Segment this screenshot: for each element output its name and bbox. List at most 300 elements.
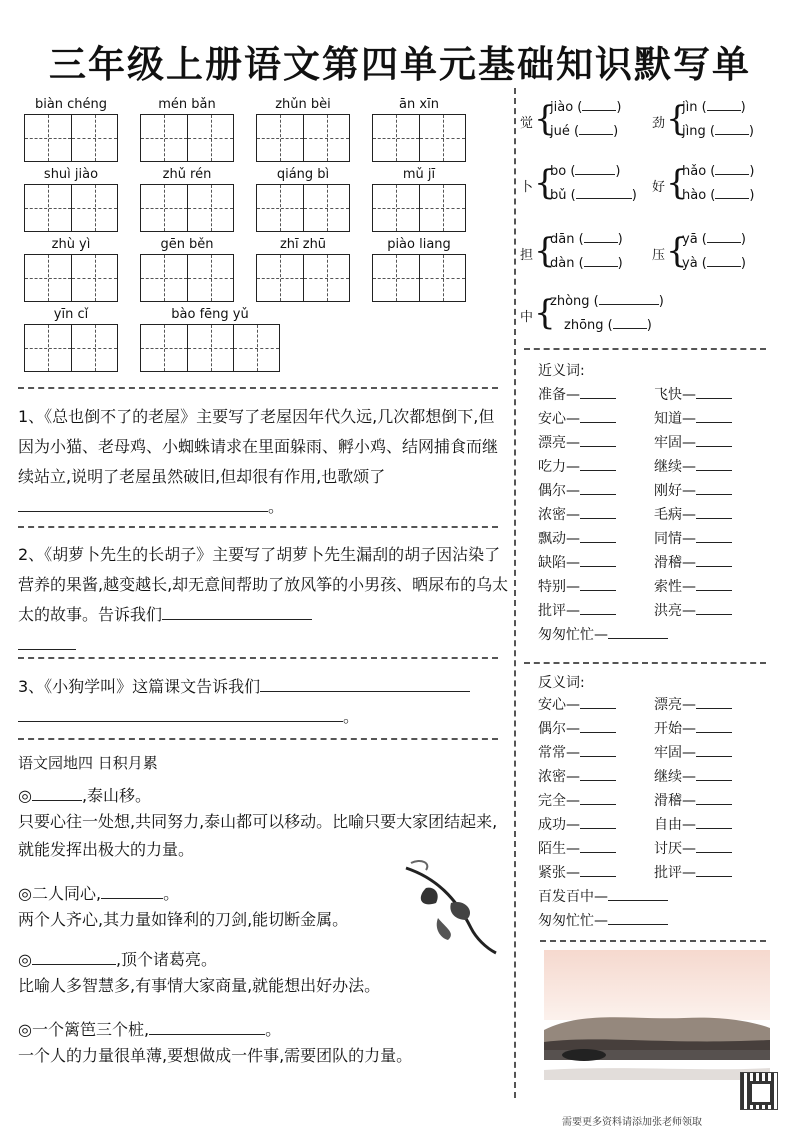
answer-blank[interactable] (18, 631, 76, 650)
answer-blank[interactable] (696, 386, 732, 399)
word-pair-item (538, 838, 616, 858)
answer-blank[interactable] (579, 122, 613, 135)
answer-blank[interactable] (580, 720, 616, 733)
char-cell[interactable] (71, 185, 117, 231)
pinyin-word-group (24, 166, 118, 232)
answer-blank[interactable] (707, 254, 741, 267)
answer-blank[interactable] (580, 410, 616, 423)
garden-item-explanation: 只要心往一处想,共同努力,泰山都可以移动。比喻只要大家团结起来,就能发挥出极大的力量。 (18, 812, 498, 859)
answer-blank[interactable] (580, 458, 616, 471)
pinyin-word-group (24, 236, 118, 302)
word-pair-item (538, 862, 616, 882)
question-3-end: 。 (343, 707, 360, 726)
answer-blank[interactable] (707, 98, 741, 111)
answer-blank[interactable] (696, 578, 732, 591)
word-pair-item (654, 576, 732, 596)
polyphone-group (520, 96, 650, 148)
pinyin-label: biàn chéng (34, 97, 108, 112)
answer-blank[interactable] (580, 840, 616, 853)
polyphone-group (652, 96, 782, 148)
polyphone-reading (550, 254, 623, 271)
close-paren: ) (616, 100, 622, 115)
pinyin-label: bào fēng yǔ (171, 307, 249, 322)
answer-blank[interactable] (101, 880, 163, 899)
word-prompt: 知道— (654, 411, 696, 427)
answer-blank[interactable] (715, 186, 749, 199)
brace-icon: { (666, 231, 688, 271)
reading-pinyin: bo ( (550, 164, 576, 179)
question-1 (18, 402, 510, 522)
char-cell[interactable] (71, 325, 117, 371)
pinyin-label: mén bǎn (158, 97, 216, 112)
word-pair-item (654, 528, 732, 548)
word-prompt: 牢固— (654, 745, 696, 761)
tian-zi-ge-boxes[interactable] (24, 324, 118, 372)
polyphone-reading (564, 316, 652, 333)
word-prompt: 偶尔— (538, 721, 580, 737)
polyphone-reading (682, 162, 754, 179)
answer-blank[interactable] (696, 530, 732, 543)
word-pair-item (654, 504, 732, 524)
vertical-divider (514, 88, 516, 1098)
char-cell[interactable] (187, 115, 233, 161)
polyphone-group (652, 228, 782, 280)
garden-item-prefix: ◎一个篱笆三个桩, (18, 1020, 150, 1039)
pinyin-label: qiáng bì (276, 167, 330, 182)
reading-pinyin: zhòng ( (550, 294, 599, 309)
char-cell[interactable] (419, 185, 465, 231)
answer-blank[interactable] (696, 744, 732, 757)
tian-zi-ge-boxes[interactable] (140, 324, 280, 372)
word-pair-item (538, 886, 668, 906)
answer-blank[interactable] (580, 506, 616, 519)
word-pair-item (538, 790, 616, 810)
word-prompt: 特别— (538, 579, 580, 595)
char-cell[interactable] (303, 255, 349, 301)
pinyin-word-group (256, 166, 350, 232)
polyphone-reading (550, 98, 621, 115)
divider (18, 387, 498, 389)
ink-branch-illustration (396, 858, 506, 958)
tian-zi-ge-boxes[interactable] (372, 114, 466, 162)
answer-blank[interactable] (580, 578, 616, 591)
word-pair-item (538, 456, 616, 476)
answer-blank[interactable] (696, 840, 732, 853)
garden-item-prefix: ◎ (18, 786, 32, 805)
answer-blank[interactable] (608, 912, 668, 925)
close-paren: ) (658, 294, 664, 309)
answer-blank[interactable] (696, 458, 732, 471)
answer-blank[interactable] (18, 493, 268, 512)
close-paren: ) (617, 256, 623, 271)
close-paren: ) (617, 232, 623, 247)
polyphone-reading (682, 98, 746, 115)
garden-item-line (18, 782, 151, 806)
brace-icon: { (534, 231, 556, 271)
polyphone-group (652, 160, 782, 212)
tian-zi-ge-boxes[interactable] (256, 254, 350, 302)
word-pair-item (538, 600, 616, 620)
tian-zi-ge-boxes[interactable] (140, 114, 234, 162)
answer-blank[interactable] (613, 316, 647, 329)
brace-icon: { (534, 293, 556, 333)
char-cell[interactable] (25, 325, 71, 371)
word-prompt: 漂亮— (654, 697, 696, 713)
pinyin-word-group (140, 236, 234, 302)
close-paren: ) (646, 318, 652, 333)
garden-item-explanation: 两个人齐心,其力量如锋利的刀剑,能切断金属。 (18, 910, 349, 929)
word-prompt: 同情— (654, 531, 696, 547)
question-1-end: 。 (268, 497, 285, 516)
answer-blank[interactable] (162, 601, 312, 620)
char-cell[interactable] (303, 115, 349, 161)
answer-blank[interactable] (608, 888, 668, 901)
question-2 (18, 540, 510, 660)
reading-pinyin: bǔ ( (550, 188, 576, 203)
char-cell[interactable] (257, 185, 303, 231)
answer-blank[interactable] (707, 230, 741, 243)
word-prompt: 讨厌— (654, 841, 696, 857)
brace-icon: { (534, 99, 556, 139)
answer-blank[interactable] (32, 946, 116, 965)
question-1-text: 1、《总也倒不了的老屋》主要写了老屋因年代久远,几次都想倒下,但因为小猫、老母鸡、小蜘蛛请求在里面躲雨、孵小鸡、结网捕食而继续站立,说明了老屋虽然破旧,但却很有作用,也歌颂了 (18, 407, 499, 486)
word-pair-item (654, 718, 732, 738)
polyphone-reading (550, 186, 637, 203)
polyphone-reading (682, 230, 746, 247)
word-pair-item (654, 600, 732, 620)
polyphone-reading (550, 292, 664, 309)
answer-blank[interactable] (584, 230, 618, 243)
ink-landscape-illustration (544, 950, 770, 1100)
tian-zi-ge-boxes[interactable] (256, 184, 350, 232)
synonyms-heading: 近义词: (538, 363, 585, 379)
polyphone-group (520, 228, 650, 280)
close-paren: ) (748, 124, 754, 139)
word-pair-item (538, 408, 616, 428)
tian-zi-ge-boxes[interactable] (372, 254, 466, 302)
pinyin-word-group (140, 96, 234, 162)
word-prompt: 开始— (654, 721, 696, 737)
tian-zi-ge-boxes[interactable] (24, 184, 118, 232)
char-cell[interactable] (419, 115, 465, 161)
pinyin-label: gēn běn (160, 237, 214, 252)
pinyin-label: yīn cǐ (53, 307, 89, 322)
polyphone-char: 压 (652, 248, 666, 263)
word-pair-item (654, 480, 732, 500)
reading-pinyin: hǎo ( (682, 164, 716, 179)
divider (18, 526, 498, 528)
pinyin-label: ān xīn (399, 97, 439, 112)
reading-pinyin: hào ( (682, 188, 716, 203)
word-prompt: 飞快— (654, 387, 696, 403)
polyphone-char: 劲 (652, 116, 666, 131)
question-2-text: 2、《胡萝卜先生的长胡子》主要写了胡萝卜先生漏刮的胡子因沾染了营养的果酱,越变越长,却无意间帮助了放风筝的小男孩、晒尿布的乌太太的故事。告诉我们 (18, 545, 509, 624)
answer-blank[interactable] (696, 816, 732, 829)
char-cell[interactable] (25, 185, 71, 231)
answer-blank[interactable] (696, 696, 732, 709)
answer-blank[interactable] (696, 864, 732, 877)
tian-zi-ge-boxes[interactable] (140, 184, 234, 232)
word-pair-item (654, 814, 732, 834)
word-prompt: 自由— (654, 817, 696, 833)
word-pair-item (538, 624, 668, 644)
word-prompt: 浓密— (538, 507, 580, 523)
answer-blank[interactable] (149, 1016, 265, 1035)
answer-blank[interactable] (715, 162, 749, 175)
reading-pinyin: dàn ( (550, 256, 584, 271)
divider (524, 348, 766, 350)
divider (18, 738, 498, 740)
brace-icon: { (534, 163, 556, 203)
word-prompt: 浓密— (538, 769, 580, 785)
close-paren: ) (615, 164, 621, 179)
answer-blank[interactable] (696, 554, 732, 567)
garden-item-suffix: ,顶个诸葛亮。 (115, 950, 218, 969)
polyphone-reading (550, 162, 621, 179)
close-paren: ) (749, 188, 755, 203)
word-pair-item (538, 432, 616, 452)
char-cell[interactable] (373, 185, 419, 231)
word-pair-item (538, 384, 616, 404)
garden-item-line (18, 880, 179, 904)
reading-pinyin: yà ( (682, 256, 707, 271)
answer-blank[interactable] (696, 410, 732, 423)
brace-icon: { (666, 99, 688, 139)
char-cell[interactable] (373, 115, 419, 161)
word-prompt: 毛病— (654, 507, 696, 523)
char-cell[interactable] (71, 255, 117, 301)
answer-blank[interactable] (608, 626, 668, 639)
pinyin-word-group (372, 166, 466, 232)
polyphone-reading (550, 122, 618, 139)
char-cell[interactable] (373, 255, 419, 301)
answer-blank[interactable] (580, 696, 616, 709)
answer-blank[interactable] (580, 792, 616, 805)
word-pair-item (654, 552, 732, 572)
polyphone-group (520, 290, 664, 342)
char-cell[interactable] (25, 255, 71, 301)
brace-icon: { (666, 163, 688, 203)
pinyin-label: piào liang (387, 237, 451, 252)
char-cell[interactable] (303, 185, 349, 231)
word-prompt: 批评— (538, 603, 580, 619)
garden-item-line (18, 1016, 281, 1040)
reading-pinyin: yā ( (682, 232, 707, 247)
close-paren: ) (749, 164, 755, 179)
word-prompt: 吃力— (538, 459, 580, 475)
char-cell[interactable] (141, 115, 187, 161)
word-prompt: 漂亮— (538, 435, 580, 451)
word-pair-item (538, 694, 616, 714)
word-prompt: 完全— (538, 793, 580, 809)
word-prompt: 偶尔— (538, 483, 580, 499)
close-paren: ) (740, 232, 746, 247)
pinyin-word-group (140, 166, 234, 232)
garden-item-explanation: 比喻人多智慧多,有事情大家商量,就能想出好办法。 (18, 976, 381, 995)
char-cell[interactable] (233, 325, 279, 371)
question-3 (18, 672, 510, 732)
divider (540, 940, 766, 942)
pinyin-label: zhī zhū (279, 237, 327, 252)
polyphone-reading (682, 254, 746, 271)
garden-item-prefix: ◎ (18, 950, 32, 969)
word-prompt: 飘动— (538, 531, 580, 547)
pinyin-word-group (256, 96, 350, 162)
reading-pinyin: jiào ( (550, 100, 583, 115)
reading-pinyin: zhōng ( (564, 318, 613, 333)
answer-blank[interactable] (696, 768, 732, 781)
word-pair-item (538, 766, 616, 786)
word-prompt: 紧张— (538, 865, 580, 881)
close-paren: ) (613, 124, 619, 139)
reading-pinyin: jìn ( (682, 100, 707, 115)
garden-item-suffix: 。 (265, 1020, 282, 1039)
garden-item-suffix: ,泰山移。 (81, 786, 152, 805)
qr-code (740, 1072, 778, 1110)
word-pair-item (538, 742, 616, 762)
word-pair-item (654, 456, 732, 476)
word-pair-item (538, 552, 616, 572)
word-pair-item (654, 766, 732, 786)
word-prompt: 索性— (654, 579, 696, 595)
word-prompt: 常常— (538, 745, 580, 761)
answer-blank[interactable] (696, 434, 732, 447)
word-pair-item (654, 384, 732, 404)
answer-blank[interactable] (580, 434, 616, 447)
char-cell[interactable] (187, 325, 233, 371)
answer-blank[interactable] (696, 602, 732, 615)
answer-blank[interactable] (580, 530, 616, 543)
char-cell[interactable] (25, 115, 71, 161)
word-prompt: 洪亮— (654, 603, 696, 619)
reading-pinyin: jìng ( (682, 124, 715, 139)
word-pair-item (654, 790, 732, 810)
pinyin-label: zhǔn bèi (275, 97, 331, 112)
word-pair-item (654, 432, 732, 452)
polyphone-reading (550, 230, 623, 247)
char-cell[interactable] (187, 255, 233, 301)
char-cell[interactable] (141, 325, 187, 371)
char-cell[interactable] (141, 185, 187, 231)
answer-blank[interactable] (582, 98, 616, 111)
answer-blank[interactable] (696, 482, 732, 495)
word-prompt: 准备— (538, 387, 580, 403)
pinyin-label: zhǔ rén (162, 167, 212, 182)
tian-zi-ge-boxes[interactable] (24, 254, 118, 302)
word-prompt: 滑稽— (654, 793, 696, 809)
pinyin-word-group (372, 96, 466, 162)
answer-blank[interactable] (696, 720, 732, 733)
answer-blank[interactable] (580, 816, 616, 829)
answer-blank[interactable] (580, 768, 616, 781)
word-prompt: 缺陷— (538, 555, 580, 571)
answer-blank[interactable] (18, 703, 343, 722)
divider (524, 662, 766, 664)
garden-item-explanation: 一个人的力量很单薄,要想做成一件事,需要团队的力量。 (18, 1046, 413, 1065)
tian-zi-ge-boxes[interactable] (256, 114, 350, 162)
answer-blank[interactable] (584, 254, 618, 267)
polyphone-char: 觉 (520, 116, 534, 131)
garden-item-suffix: 。 (163, 884, 180, 903)
answer-blank[interactable] (260, 673, 470, 692)
word-pair-item (538, 910, 668, 930)
answer-blank[interactable] (696, 792, 732, 805)
word-prompt: 滑稽— (654, 555, 696, 571)
word-prompt: 刚好— (654, 483, 696, 499)
char-cell[interactable] (141, 255, 187, 301)
answer-blank[interactable] (576, 186, 632, 199)
word-pair-item (538, 814, 616, 834)
antonyms-heading: 反义词: (538, 675, 585, 691)
answer-blank[interactable] (575, 162, 615, 175)
close-paren: ) (740, 256, 746, 271)
word-prompt: 匆匆忙忙— (538, 913, 608, 929)
answer-blank[interactable] (580, 864, 616, 877)
footer-note: 需要更多资料请添加张老师领取 (562, 1117, 702, 1128)
answer-blank[interactable] (32, 782, 82, 801)
polyphone-reading (682, 122, 754, 139)
polyphone-char: 担 (520, 248, 534, 263)
pinyin-word-group (24, 96, 118, 162)
word-pair-item (654, 694, 732, 714)
word-pair-item (538, 504, 616, 524)
garden-item-prefix: ◎二人同心, (18, 884, 102, 903)
garden-item-line (18, 946, 217, 970)
word-prompt: 牢固— (654, 435, 696, 451)
tian-zi-ge-boxes[interactable] (24, 114, 118, 162)
word-prompt: 陌生— (538, 841, 580, 857)
answer-blank[interactable] (715, 122, 749, 135)
polyphone-char: 好 (652, 180, 666, 195)
answer-blank[interactable] (580, 744, 616, 757)
polyphone-char: 中 (520, 310, 534, 325)
word-pair-item (538, 528, 616, 548)
char-cell[interactable] (187, 185, 233, 231)
reading-pinyin: dān ( (550, 232, 584, 247)
answer-blank[interactable] (580, 602, 616, 615)
word-pair-item (654, 742, 732, 762)
close-paren: ) (740, 100, 746, 115)
char-cell[interactable] (257, 115, 303, 161)
answer-blank[interactable] (580, 386, 616, 399)
pinyin-word-group (372, 236, 466, 302)
word-prompt: 继续— (654, 459, 696, 475)
char-cell[interactable] (71, 115, 117, 161)
answer-blank[interactable] (580, 482, 616, 495)
tian-zi-ge-boxes[interactable] (372, 184, 466, 232)
pinyin-word-group (140, 306, 280, 372)
word-pair-item (538, 718, 616, 738)
pinyin-label: zhù yì (51, 237, 91, 252)
char-cell[interactable] (419, 255, 465, 301)
page-title: 三年级上册语文第四单元基础知识默写单 (49, 42, 751, 86)
answer-blank[interactable] (580, 554, 616, 567)
tian-zi-ge-boxes[interactable] (140, 254, 234, 302)
answer-blank[interactable] (696, 506, 732, 519)
char-cell[interactable] (257, 255, 303, 301)
word-prompt: 匆匆忙忙— (538, 627, 608, 643)
pinyin-word-group (256, 236, 350, 302)
reading-pinyin: jué ( (550, 124, 580, 139)
polyphone-reading (682, 186, 754, 203)
garden-heading: 语文园地四 日积月累 (18, 754, 158, 772)
word-pair-item (654, 838, 732, 858)
answer-blank[interactable] (599, 292, 659, 305)
word-pair-item (538, 480, 616, 500)
word-prompt: 百发百中— (538, 889, 608, 905)
word-prompt: 继续— (654, 769, 696, 785)
word-prompt: 安心— (538, 411, 580, 427)
